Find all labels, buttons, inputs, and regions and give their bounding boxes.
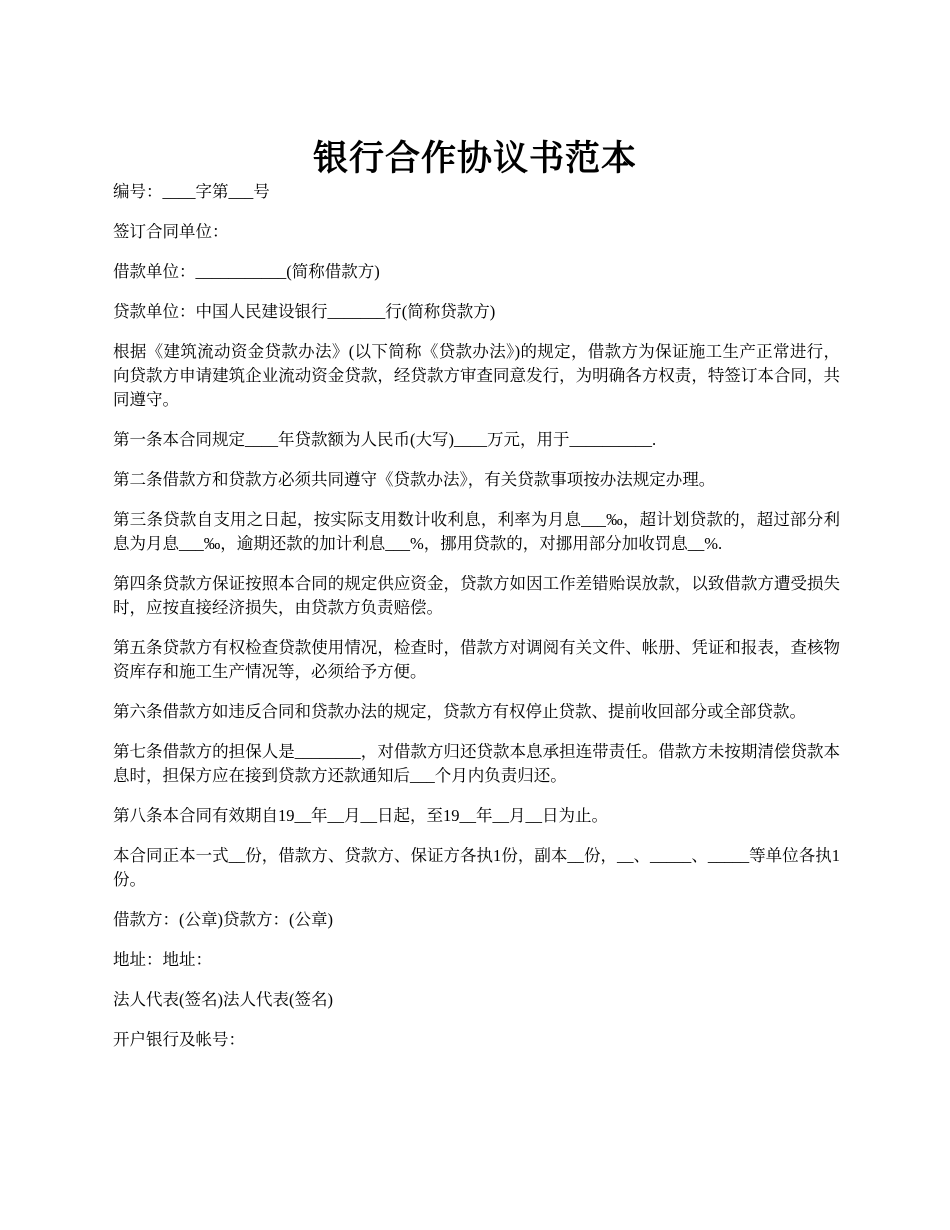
article-5: 第五条贷款方有权检查贷款使用情况，检查时，借款方对调阅有关文件、帐册、凭证和报表，查核物资库存和施工生产情况等，必须给予方便。 <box>113 638 840 681</box>
seal-line: 借款方：(公章)贷款方：(公章) <box>113 910 333 929</box>
document-title: 银行合作协议书范本 <box>312 138 637 180</box>
article-4: 第四条贷款方保证按照本合同的规定供应资金，贷款方如因工作差错贻误放款，以致借款方遭受损失时，应按直接经济损失，由贷款方负责赔偿。 <box>113 574 840 617</box>
preamble-paragraph: 根据《建筑流动资金贷款办法》(以下简称《贷款办法》)的规定，借款方为保证施工生产正常进行，向贷款方申请建筑企业流动资金贷款，经贷款方审查同意发行，为明确各方权责，特签订本合同，共同遵守。 <box>113 342 840 409</box>
contract-number-line: 编号：____字第___号 <box>113 182 270 201</box>
bank-account-line: 开户银行及帐号： <box>113 1030 245 1049</box>
article-2: 第二条借款方和贷款方必须共同遵守《贷款办法》，有关贷款事项按办法规定办理。 <box>113 470 716 489</box>
signing-parties-heading: 签订合同单位： <box>113 222 229 241</box>
article-8: 第八条本合同有效期自19__年__月__日起，至19__年__月__日为止。 <box>113 806 608 825</box>
article-1: 第一条本合同规定____年贷款额为人民币(大写)____万元，用于__________. <box>113 430 657 449</box>
article-7: 第七条借款方的担保人是________，对借款方归还贷款本息承担连带责任。借款方未按期清偿贷款本息时，担保方应在接到贷款方还款通知后___个月内负责归还。 <box>113 742 840 785</box>
article-3: 第三条贷款自支用之日起，按实际支用数计收利息，利率为月息___‰，超计划贷款的，超过部分利息为月息___‰，逾期还款的加计利息___%，挪用贷款的，对挪用部分加收罚息__%. <box>113 510 840 553</box>
address-line: 地址：地址： <box>113 950 212 969</box>
lender-line: 贷款单位：中国人民建设银行_______行(简称贷款方) <box>113 302 496 321</box>
copies-clause: 本合同正本一式__份，借款方、贷款方、保证方各执1份，副本__份，__、_____、_____等单位各执1份。 <box>113 846 840 889</box>
document-body <box>113 180 840 1068</box>
legal-representative-line: 法人代表(签名)法人代表(签名) <box>113 990 333 1009</box>
article-6: 第六条借款方如违反合同和贷款办法的规定，贷款方有权停止贷款、提前收回部分或全部贷款。 <box>113 702 806 721</box>
borrower-line: 借款单位：___________(简称借款方) <box>113 262 380 281</box>
